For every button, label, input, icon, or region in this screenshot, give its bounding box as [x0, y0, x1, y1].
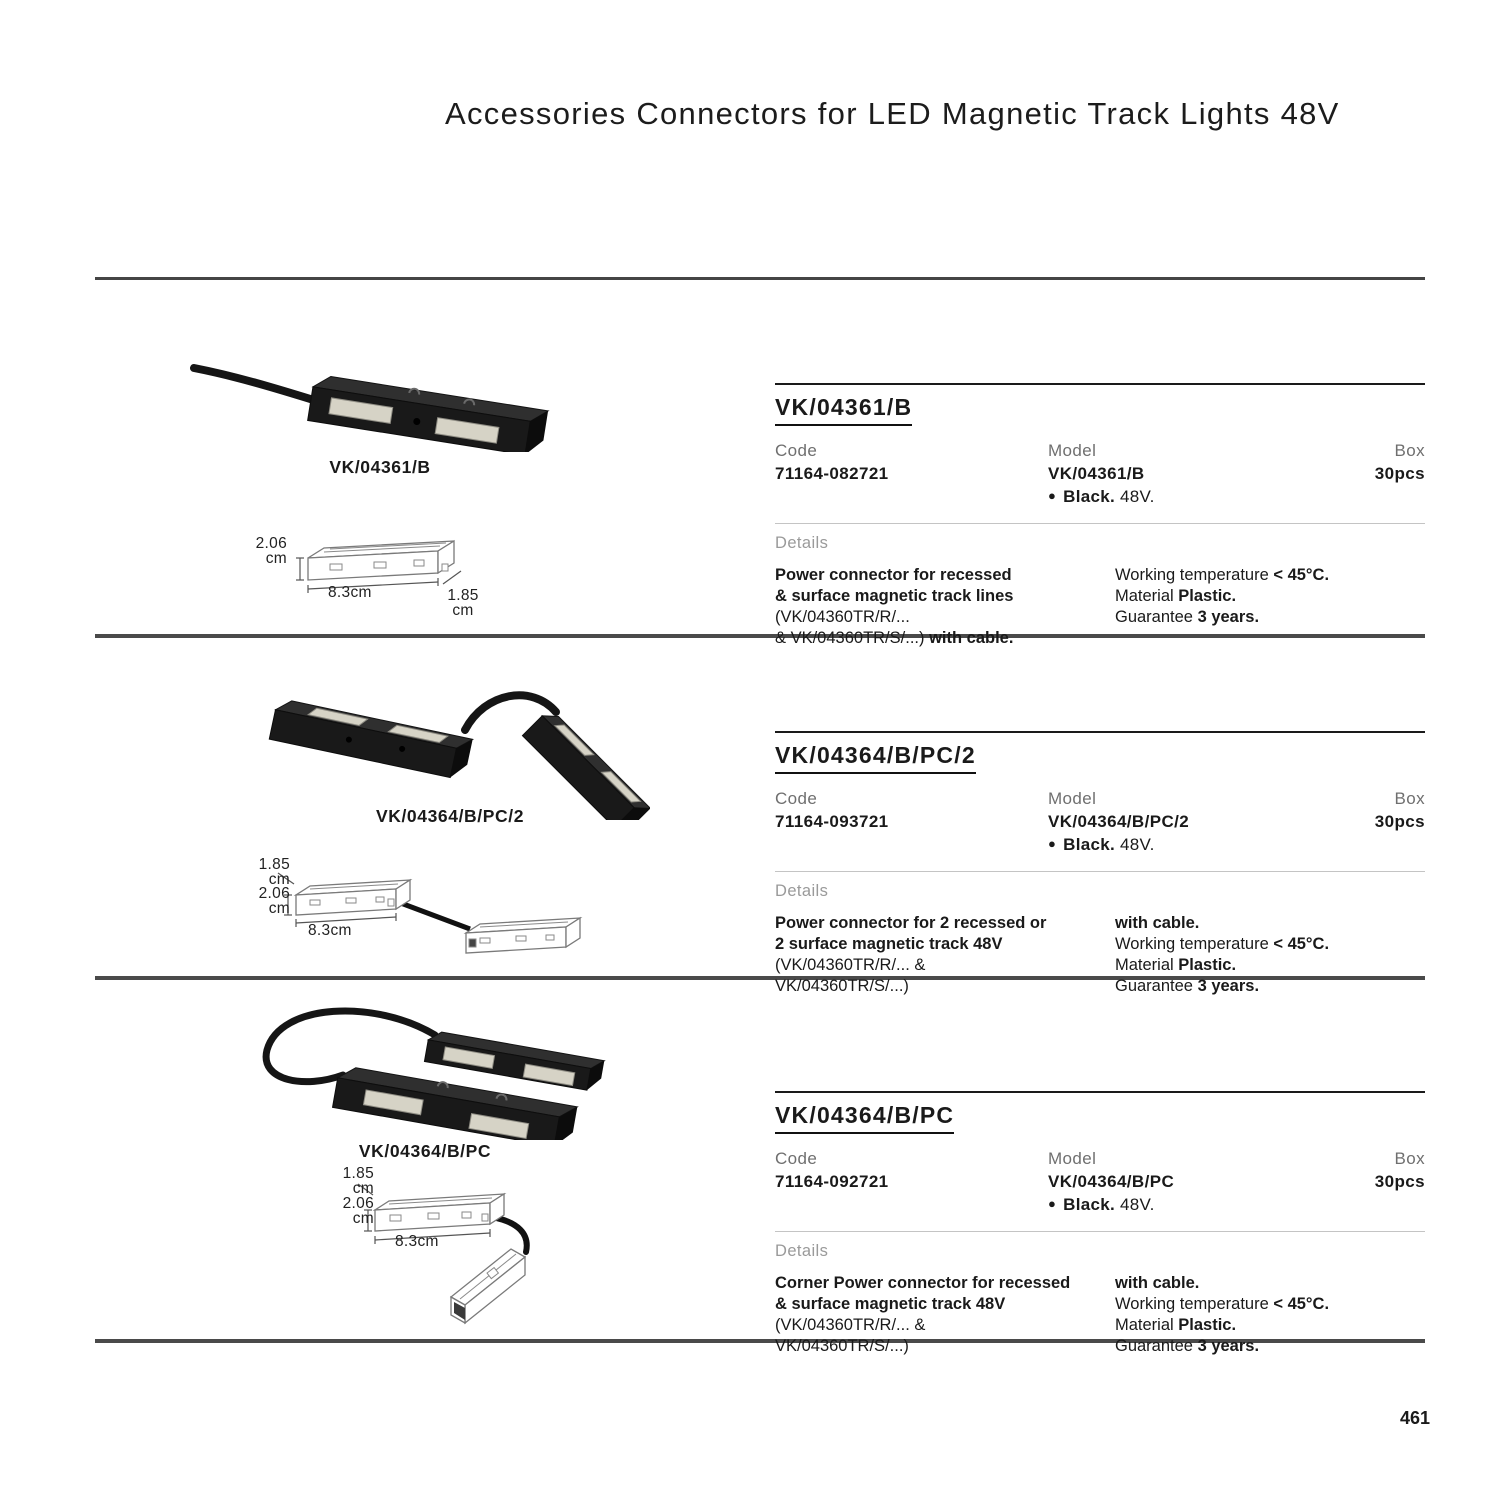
box-value: 30pcs	[1374, 1172, 1425, 1191]
details-label: Details	[775, 882, 829, 900]
color-variant: ● Black. 48V.	[1048, 487, 1155, 506]
product-photo-caption: VK/04361/B	[329, 457, 431, 477]
product-photo-vk04361b	[190, 352, 570, 452]
detail-line: Guarantee 3 years.	[1115, 608, 1260, 626]
model-label: Model	[1048, 1149, 1097, 1168]
detail-line: & surface magnetic track 48V	[775, 1295, 1006, 1313]
dimension-diagram-vk04364bpc2	[248, 855, 603, 970]
product-photo-caption: VK/04364/B/PC/2	[375, 806, 525, 826]
details-text	[775, 913, 1425, 997]
spec-columns	[775, 441, 1425, 507]
details-rule	[775, 871, 1425, 872]
code-label: Code	[775, 441, 818, 460]
detail-line: Material Plastic.	[1115, 587, 1237, 605]
model-column	[1048, 1149, 1330, 1215]
product-info-vk04361b	[775, 383, 1425, 649]
code-column	[775, 1149, 1048, 1215]
connector-photo-icon	[225, 1005, 625, 1140]
details-specs	[1115, 913, 1425, 997]
details-description	[775, 1273, 1110, 1357]
dim-height: 2.06 cm	[258, 885, 290, 917]
color-variant: ● Black. 48V.	[1048, 835, 1155, 854]
color-bullet-icon: ●	[1048, 1196, 1057, 1211]
detail-line: & surface magnetic track lines	[775, 587, 1014, 605]
product-photo-vk04364bpc2	[250, 650, 650, 820]
detail-line: 2 surface magnetic track 48V	[775, 935, 1003, 953]
detail-line: Working temperature < 45°C.	[1115, 1295, 1330, 1313]
color-bullet-icon: ●	[1048, 836, 1057, 851]
dimension-drawing-icon	[248, 855, 603, 970]
product-info-vk04364bpc	[775, 1091, 1425, 1357]
code-value: 71164-092721	[775, 1172, 889, 1191]
details-label: Details	[775, 534, 829, 552]
page-title: Accessories Connectors for LED Magnetic Track Lights 48V	[445, 96, 1340, 131]
details-label: Details	[775, 1242, 829, 1260]
box-label: Box	[1394, 1149, 1425, 1168]
product-photo-caption: VK/04364/B/PC	[358, 1141, 492, 1161]
detail-line: with cable.	[1115, 1274, 1200, 1292]
detail-line: (VK/04360TR/R/... &	[775, 1316, 926, 1334]
code-column	[775, 789, 1048, 855]
details-text	[775, 1273, 1425, 1357]
model-label: Model	[1048, 789, 1097, 808]
spec-columns	[775, 1149, 1425, 1215]
dim-length: 8.3cm	[395, 1233, 439, 1250]
code-value: 71164-082721	[775, 464, 889, 483]
box-label: Box	[1394, 441, 1425, 460]
details-rule	[775, 523, 1425, 524]
detail-line: Power connector for 2 recessed or	[775, 914, 1047, 932]
product-photo-vk04364bpc	[225, 1005, 625, 1140]
color-bullet-icon: ●	[1048, 488, 1057, 503]
detail-line: Guarantee 3 years.	[1115, 977, 1260, 995]
details-specs	[1115, 1273, 1425, 1357]
model-column	[1048, 789, 1330, 855]
code-value: 71164-093721	[775, 812, 889, 831]
color-variant: ● Black. 48V.	[1048, 1195, 1155, 1214]
product-title: VK/04364/B/PC	[775, 1102, 954, 1134]
box-value: 30pcs	[1374, 464, 1425, 483]
detail-line: Working temperature < 45°C.	[1115, 566, 1330, 584]
dim-depth: 1.85 cm	[342, 1165, 374, 1197]
product-title: VK/04364/B/PC/2	[775, 742, 976, 774]
model-value: VK/04364/B/PC	[1048, 1172, 1175, 1191]
dim-length: 8.3cm	[308, 922, 352, 939]
model-column	[1048, 441, 1330, 507]
details-description	[775, 913, 1110, 997]
detail-line: (VK/04360TR/R/... &	[775, 956, 926, 974]
detail-line: Corner Power connector for recessed	[775, 1274, 1071, 1292]
box-column	[1330, 1149, 1425, 1215]
details-description	[775, 565, 1110, 649]
code-label: Code	[775, 789, 818, 808]
code-column	[775, 441, 1048, 507]
model-label: Model	[1048, 441, 1097, 460]
dim-depth: 1.85 cm	[258, 856, 290, 888]
dim-height: 2.06 cm	[255, 535, 287, 567]
detail-line: Material Plastic.	[1115, 956, 1237, 974]
dim-height: 2.06 cm	[342, 1195, 374, 1227]
product-info-vk04364bpc2	[775, 731, 1425, 997]
top-divider	[95, 277, 1425, 280]
box-value: 30pcs	[1374, 812, 1425, 831]
model-value: VK/04361/B	[1048, 464, 1145, 483]
details-rule	[775, 1231, 1425, 1232]
connector-photo-icon	[250, 650, 650, 820]
model-value: VK/04364/B/PC/2	[1048, 812, 1190, 831]
box-column	[1330, 441, 1425, 507]
detail-line: Material Plastic.	[1115, 1316, 1237, 1334]
dim-depth: 1.85 cm	[447, 587, 479, 619]
box-column	[1330, 789, 1425, 855]
details-specs	[1115, 565, 1425, 649]
detail-line: Power connector for recessed	[775, 566, 1012, 584]
details-text	[775, 565, 1425, 649]
detail-line: VK/04360TR/S/...)	[775, 977, 909, 995]
detail-line: Guarantee 3 years.	[1115, 1337, 1260, 1355]
code-label: Code	[775, 1149, 818, 1168]
dim-length: 8.3cm	[328, 584, 372, 601]
detail-line: & VK/04360TR/S/...) with cable.	[775, 629, 1014, 647]
connector-photo-icon	[190, 352, 570, 452]
product-title: VK/04361/B	[775, 394, 912, 426]
detail-line: VK/04360TR/S/...)	[775, 1337, 909, 1355]
page-number: 461	[1399, 1408, 1430, 1428]
detail-line: Working temperature < 45°C.	[1115, 935, 1330, 953]
spec-columns	[775, 789, 1425, 855]
detail-line: with cable.	[1115, 914, 1200, 932]
box-label: Box	[1394, 789, 1425, 808]
detail-line: (VK/04360TR/R/...	[775, 608, 910, 626]
